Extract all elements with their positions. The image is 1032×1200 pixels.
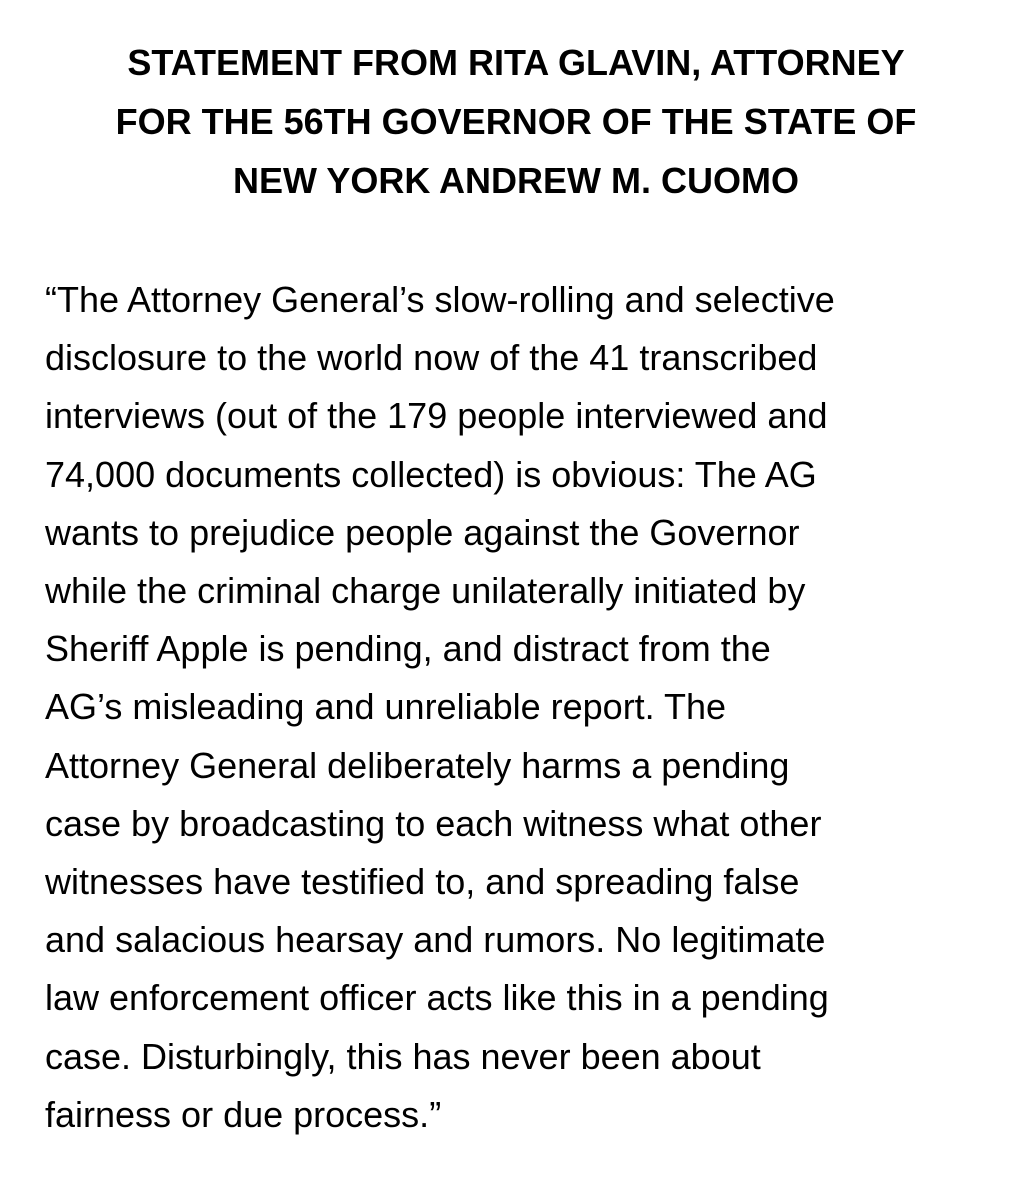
body-line: interviews (out of the 179 people interviewed and [45,395,828,437]
body-line: “The Attorney General’s slow-rolling and selective [45,279,835,320]
body-line: and salacious hearsay and rumors. No legitimate [45,919,826,961]
statement-body [45,271,1005,1144]
body-line: witnesses have testified to, and spreading false [45,861,800,903]
body-line: fairness or due process.” [45,1093,442,1135]
body-line: disclosure to the world now of the 41 transcribed [45,337,818,379]
body-line: wants to prejudice people against the Governor [45,511,800,553]
body-line: while the criminal charge unilaterally initiated by [45,570,806,612]
title-line: FOR THE 56TH GOVERNOR OF THE STATE OF [115,101,917,142]
body-line: 74,000 documents collected) is obvious: The AG [45,453,817,495]
body-line: case. Disturbingly, this has never been about [45,1035,761,1077]
body-line: Attorney General deliberately harms a pending [45,744,790,786]
body-line: Sheriff Apple is pending, and distract from the [45,628,771,670]
title-line: NEW YORK ANDREW M. CUOMO [233,160,799,201]
body-line: law enforcement officer acts like this in a pending [45,977,829,1019]
body-line: case by broadcasting to each witness what other [45,802,822,844]
body-line: AG’s misleading and unreliable report. The [45,686,727,728]
title-line: STATEMENT FROM RITA GLAVIN, ATTORNEY [127,42,905,83]
statement-title [0,33,1032,210]
